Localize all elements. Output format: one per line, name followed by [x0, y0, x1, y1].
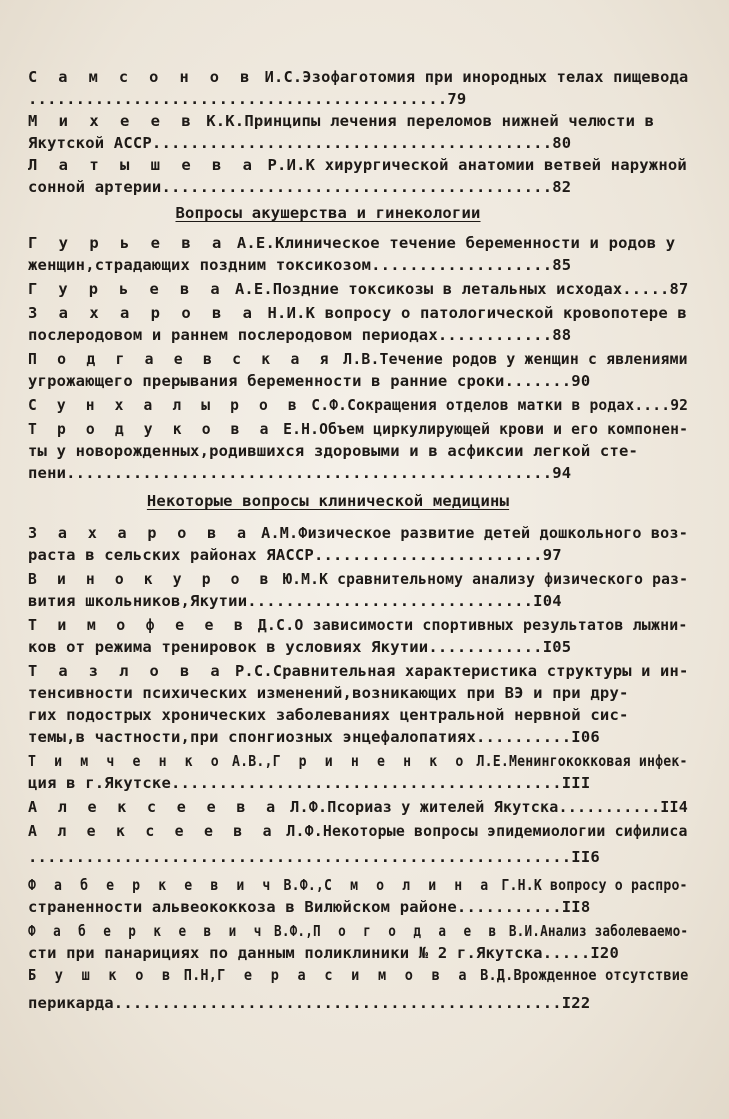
entry-text: .........................................................II6 — [28, 848, 600, 866]
toc-line — [28, 304, 687, 322]
toc-line — [28, 442, 638, 460]
entry-text: Якутской АССР..........................................80 — [28, 134, 572, 152]
author-name: С у н х а л ы р о в — [28, 396, 303, 414]
toc-line — [28, 662, 688, 680]
author-name: А л е к с е е в а — [28, 822, 278, 840]
toc-line — [28, 898, 590, 916]
toc-line — [28, 256, 571, 274]
entry-text: сонной артерии.........................................82 — [28, 178, 572, 196]
toc-line — [28, 90, 466, 108]
section-heading: Вопросы акушерства и гинекологии — [175, 204, 481, 222]
author-name: П о г о д а е в — [313, 922, 502, 940]
toc-line — [28, 706, 629, 724]
entry-text: ............................................79 — [28, 90, 467, 108]
toc-line — [28, 546, 562, 564]
toc-line — [28, 774, 590, 792]
toc-line — [28, 326, 571, 344]
toc-line — [28, 68, 688, 86]
toc-line — [28, 570, 688, 588]
entry-text: темы,в частности,при спонгиозных энцефалопатиях..........I06 — [28, 728, 600, 746]
entry-text: вития школьников,Якутии..............................I04 — [28, 592, 562, 610]
author-name: С м о л и н а — [324, 876, 494, 894]
entry-text: И.С.Эзофаготомия при инородных телах пищевода — [255, 68, 689, 86]
toc-line — [28, 876, 688, 894]
toc-line — [28, 944, 619, 962]
entry-text: раста в сельских районах ЯАССР........................97 — [28, 546, 562, 564]
toc-line — [28, 616, 688, 634]
author-name: Ф а б е р к е в и ч — [28, 922, 267, 940]
author-name: Л а т ы ш е в а — [28, 156, 258, 174]
toc-line — [28, 524, 688, 542]
toc-line — [28, 350, 688, 368]
toc-line — [28, 822, 688, 840]
toc-line — [28, 280, 688, 298]
author-name: З а х а р о в а — [28, 304, 258, 322]
author-name: З а х а р о в а — [28, 524, 252, 542]
entry-text: пени...................................................94 — [28, 464, 572, 482]
author-name: Т и м о ф е е в — [28, 616, 249, 634]
entry-text: Г.Н.К вопросу о распро- — [493, 876, 688, 894]
entry-text: ков от режима тренировок в условиях Якутии............I05 — [28, 638, 572, 656]
entry-text: Н.И.К вопросу о патологической кровопотере в — [257, 304, 687, 322]
toc-line — [28, 112, 654, 130]
toc-line — [28, 134, 571, 152]
entry-text: В.И.Анализ заболеваемо- — [501, 922, 689, 940]
entry-text: ты у новорожденных,родившихся здоровыми и в асфиксии легкой сте- — [28, 442, 639, 460]
entry-text: Р.И.К хирургической анатомии ветвей наружной — [257, 156, 687, 174]
entry-text: угрожающего прерывания беременности в ранние сроки.......90 — [28, 372, 591, 390]
toc-line — [28, 728, 600, 746]
entry-text: В.Ф., — [275, 876, 325, 894]
author-name: Ф а б е р к е в и ч — [28, 876, 276, 894]
toc-line — [28, 420, 688, 438]
entry-text: В.Д.Врожденное отсутствие — [471, 966, 689, 984]
author-name: Г у р ь е в а — [28, 280, 226, 298]
toc-line — [28, 396, 688, 414]
author-name: Г е р а с и м о в а — [217, 966, 472, 984]
entry-text: Л.Ф.Псориаз у жителей Якутска...........II4 — [280, 798, 689, 816]
section-heading: Некоторые вопросы клинической медицины — [146, 492, 510, 510]
author-name: М и х е е в — [28, 112, 197, 130]
toc-line — [28, 994, 590, 1012]
toc-line — [28, 848, 600, 866]
author-name: А л е к с е е в а — [28, 798, 281, 816]
entry-text: Ю.М.К сравнительному анализу физического раз- — [274, 570, 689, 588]
toc-line — [28, 752, 688, 770]
entry-text: Л.В.Течение родов у женщин с явлениями — [334, 350, 688, 368]
toc-line — [28, 966, 688, 984]
toc-line — [28, 798, 688, 816]
toc-line — [28, 178, 571, 196]
entry-text: В.Ф., — [266, 922, 314, 940]
author-name: Г у р ь е в а — [28, 234, 228, 252]
entry-text: А.В., — [223, 752, 273, 770]
entry-text: Л.Ф.Некоторые вопросы эпидемиологии сифилиса — [277, 822, 688, 840]
entry-text: перикарда...............................................I22 — [28, 994, 591, 1012]
toc-line — [28, 922, 688, 940]
author-name: Т р о д у к о в а — [28, 420, 275, 438]
toc-line — [28, 234, 675, 252]
entry-text: Д.С.О зависимости спортивных результатов лыжни- — [248, 616, 688, 634]
entry-text: К.К.Принципы лечения переломов нижней челюсти в — [196, 112, 655, 130]
entry-text: С.Ф.Сокращения отделов матки в родах....92 — [302, 396, 689, 414]
entry-text: женщин,страдающих поздним токсикозом...................85 — [28, 256, 572, 274]
entry-text: Л.Е.Менингококковая инфек- — [468, 752, 688, 770]
author-name: С а м с о н о в — [28, 68, 256, 86]
entry-text: Е.Н.Объем циркулирующей крови и его компонен- — [274, 420, 689, 438]
entry-text: гих подострых хронических заболеваниях центральной нервной сис- — [28, 706, 629, 724]
toc-line — [28, 684, 629, 702]
toc-line — [28, 156, 687, 174]
entry-text: П.Н, — [175, 966, 218, 984]
entry-text: Р.С.Сравнительная характеристика структуры и ин- — [225, 662, 689, 680]
entry-text: А.Е.Поздние токсикозы в летальных исходах.....87 — [225, 280, 689, 298]
author-name: Г р и н е н к о — [272, 752, 469, 770]
toc-line — [28, 592, 562, 610]
toc-line — [28, 638, 571, 656]
entry-text: ция в г.Якутске.........................................III — [28, 774, 591, 792]
author-name: Б у ш к о в — [28, 966, 176, 984]
toc-line — [28, 464, 571, 482]
author-name: П о д г а е в с к а я — [28, 350, 335, 368]
author-name: Т а з л о в а — [28, 662, 226, 680]
entry-text: А.М.Физическое развитие детей дошкольного воз- — [251, 524, 689, 542]
author-name: В и н о к у р о в — [28, 570, 275, 588]
entry-text: страненности альвеококкоза в Вилюйском районе...........II8 — [28, 898, 591, 916]
entry-text: сти при панарициях по данным поликлиники № 2 г.Якутска.....I20 — [28, 944, 619, 962]
entry-text: послеродовом и раннем послеродовом периодах............88 — [28, 326, 572, 344]
author-name: Т и м ч е н к о — [28, 752, 224, 770]
entry-text: А.Е.Клиническое течение беременности и родов у — [227, 234, 676, 252]
entry-text: тенсивности психических изменений,возникающих при ВЭ и при дру- — [28, 684, 629, 702]
toc-line — [28, 372, 590, 390]
